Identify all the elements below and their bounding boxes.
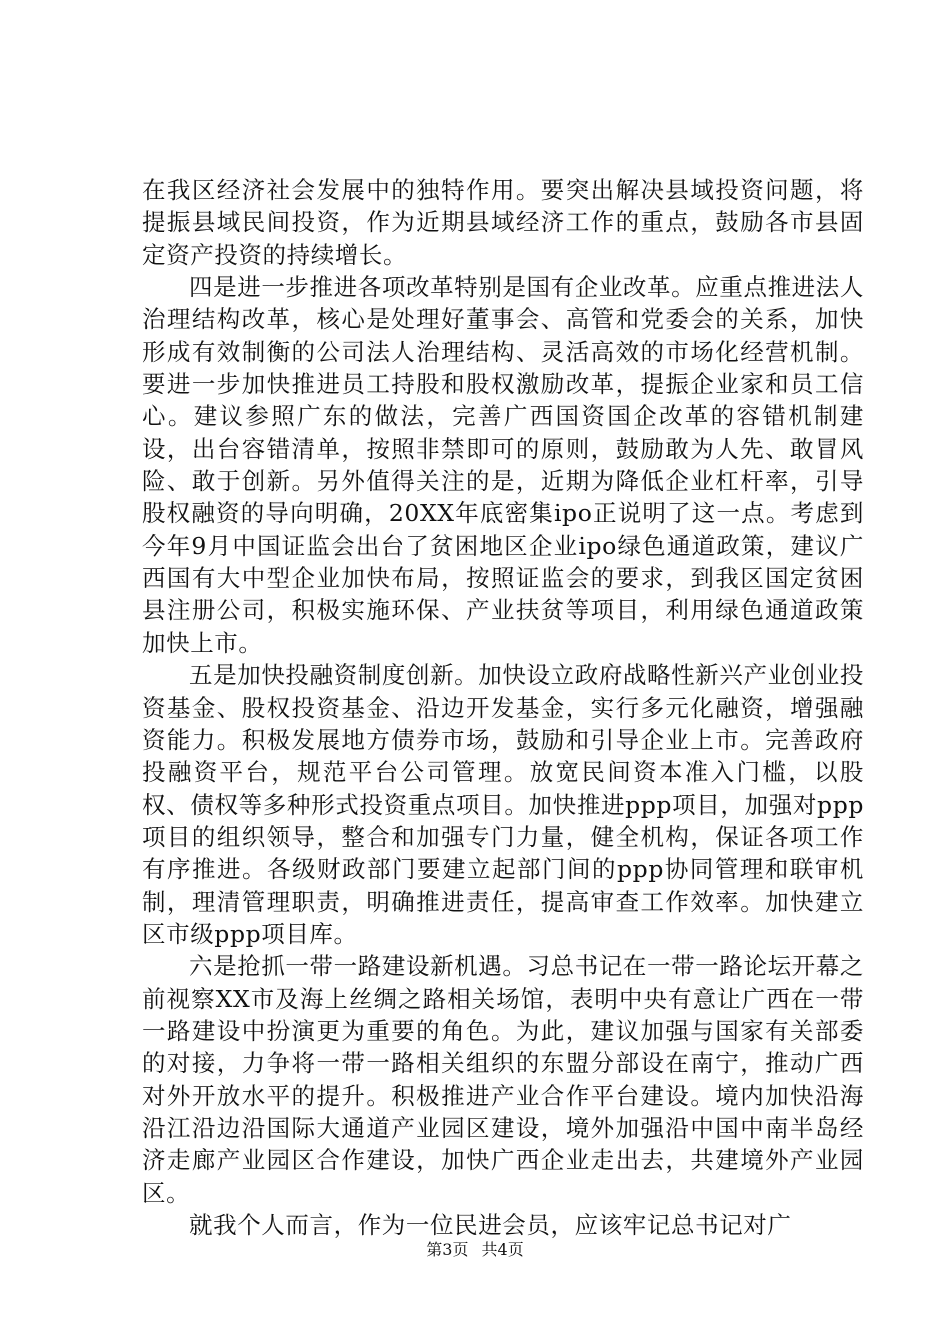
paragraph-4: 六是抢抓一带一路建设新机遇。习总书记在一带一路论坛开幕之前视察XX市及海上丝绸之路相关场馆，表明中央有意让广西在一带一路建设中扮演更为重要的角色。为此，建议加强与国家有关部委的对接，力争将一带一路相关组织的东盟分部设在南宁，推动广西对外开放水平的提升。积极推进产业合作平台建设。境内加快沿海沿江沿边沿国际大通道产业园区建设，境外加强沿中国中南半岛经济走廊产业园区合作建设，加快广西企业走出去，共建境外产业园区。 <box>142 952 864 1207</box>
paragraph-3: 五是加快投融资制度创新。加快设立政府战略性新兴产业创业投资基金、股权投资基金、沿边开发基金，实行多元化融资，增强融资能力。积极发展地方债券市场，鼓励和引导企业上市。完善政府投融资平台，规范平台公司管理。放宽民间资本准入门槛，以股权、债权等多种形式投资重点项目。加快推进ppp项目，加强对ppp项目的组织领导，整合和加强专门力量，健全机构，保证各项工作有序推进。各级财政部门要建立起部门间的ppp协同管理和联审机制，理清管理职责，明确推进责任，提高审查工作效率。加快建立区市级ppp项目库。 <box>142 661 864 948</box>
page-total: 共4页 <box>481 1240 524 1259</box>
document-body <box>142 174 864 1241</box>
page-footer <box>0 1240 950 1260</box>
paragraph-2: 四是进一步推进各项改革特别是国有企业改革。应重点推进法人治理结构改革，核心是处理好董事会、高管和党委会的关系，加快形成有效制衡的公司法人治理结构、灵活高效的市场化经营机制。要进一步加快推进员工持股和股权激励改革，提振企业家和员工信心。建议参照广东的做法，完善广西国资国企改革的容错机制建设，出台容错清单，按照非禁即可的原则，鼓励敢为人先、敢冒风险、敢于创新。另外值得关注的是，近期为降低企业杠杆率，引导股权融资的导向明确，20XX年底密集ipo正说明了这一点。考虑到今年9月中国证监会出台了贫困地区企业ipo绿色通道政策，建议广西国有大中型企业加快布局，按照证监会的要求，到我区国定贫困县注册公司，积极实施环保、产业扶贫等项目，利用绿色通道政策加快上市。 <box>142 273 864 657</box>
page-number: 第3页 <box>426 1240 469 1259</box>
paragraph-5: 就我个人而言，作为一位民进会员，应该牢记总书记对广 <box>189 1211 792 1239</box>
paragraph-1: 在我区经济社会发展中的独特作用。要突出解决县域投资问题，将提振县域民间投资，作为近期县域经济工作的重点，鼓励各市县固定资产投资的持续增长。 <box>142 176 864 269</box>
